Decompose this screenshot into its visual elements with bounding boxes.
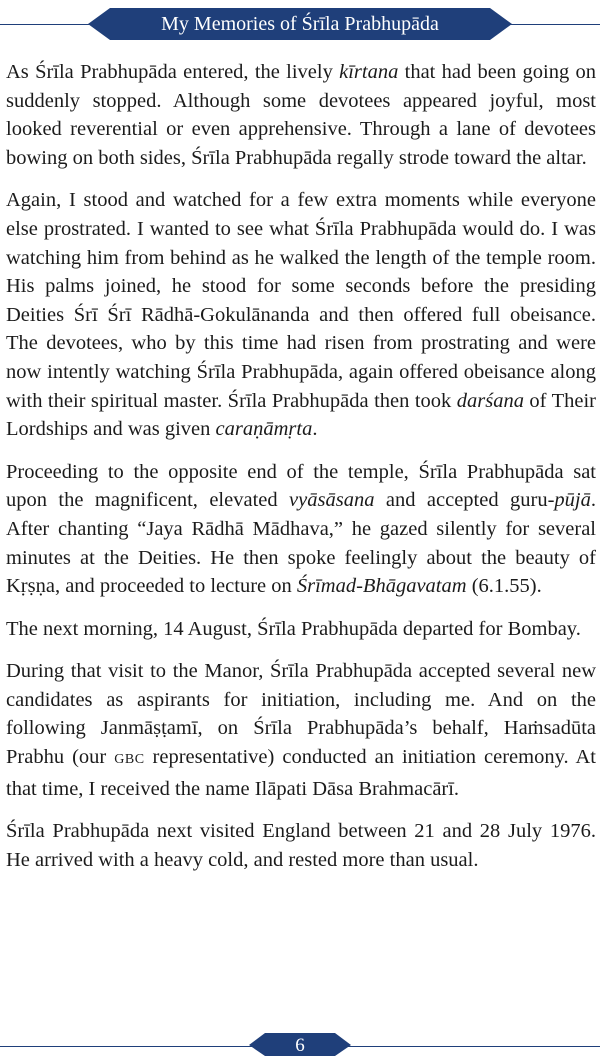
page-body <box>6 58 596 889</box>
italic-term: caraṇāmṛta <box>215 418 313 441</box>
small-caps-term: GBC <box>114 752 145 768</box>
paragraph-2 <box>6 186 596 443</box>
text-run: Proceeding to the opposite end of the temple, Śrīla Prabhupāda sat upon the magnificent, elevated <box>6 460 596 512</box>
text-run: representative) conducted an initiation ceremony. At that time, I received the name Ilāpati Dāsa Brahmacārī. <box>6 746 596 800</box>
text-run: . After chanting “Jaya Rādhā Mādhava,” he gazed silently for several minutes at the Deities. He then spoke feelingly about the beauty of Kṛṣṇa, and proceeded to lecture on <box>6 489 596 598</box>
page-number: 6 <box>295 1035 305 1056</box>
italic-term: vyāsāsana <box>289 489 375 512</box>
italic-term: Śrīmad-Bhāgavatam <box>296 575 467 598</box>
text-run: of Their Lordships and was given <box>6 389 596 441</box>
italic-term: pūjā <box>554 489 591 512</box>
text-run: The next morning, 14 August, Śrīla Prabhupāda departed for Bombay. <box>6 617 581 640</box>
paragraph-3 <box>6 458 596 601</box>
italic-term: darśana <box>456 389 524 412</box>
italic-term: kīrtana <box>339 61 399 83</box>
paragraph-6 <box>6 817 596 874</box>
text-run: Again, I stood and watched for a few extra moments while everyone else prostrated. I wanted to see what Śrīla Prabhupāda would do. I was watching him from behind as he walked the length of the temple room. His palms joined, he stood for some seconds before the presiding Deities Śrī Śrī Rādhā-Gokulānanda and then offered full obeisance. The devotees, who by this time had risen from prostrating and were now intently watching Śrīla Prabhupāda, again offered obeisance along with their spiritual master. Śrīla Prabhupāda then took <box>6 189 596 412</box>
text-run: that had been going on suddenly stopped. Although some devotees appeared joyful, most looked reverential or even apprehensive. Through a lane of devotees bowing on both sides, Śrīla Prabhupāda regally strode toward the altar. <box>6 61 596 169</box>
text-run: Śrīla Prabhupāda next visited England between 21 and 28 July 1976. He arrived with a heavy cold, and rested more than usual. <box>6 820 596 871</box>
paragraph-5 <box>6 657 596 803</box>
paragraph-1 <box>6 58 596 172</box>
text-run: During that visit to the Manor, Śrīla Prabhupāda accepted several new candidates as aspirants for initiation, including me. And on the following Janmāṣṭamī, on Śrīla Prabhupāda’s behalf, Haṁsadūta Prabhu (our <box>6 660 596 769</box>
text-run: As Śrīla Prabhupāda entered, the lively <box>6 61 340 83</box>
text-run: and accepted guru- <box>374 489 555 512</box>
text-run: (6.1.55). <box>466 575 542 598</box>
paragraph-4 <box>6 615 596 644</box>
running-header-title: My Memories of Śrīla Prabhupāda <box>161 13 439 35</box>
text-run: . <box>312 418 318 441</box>
